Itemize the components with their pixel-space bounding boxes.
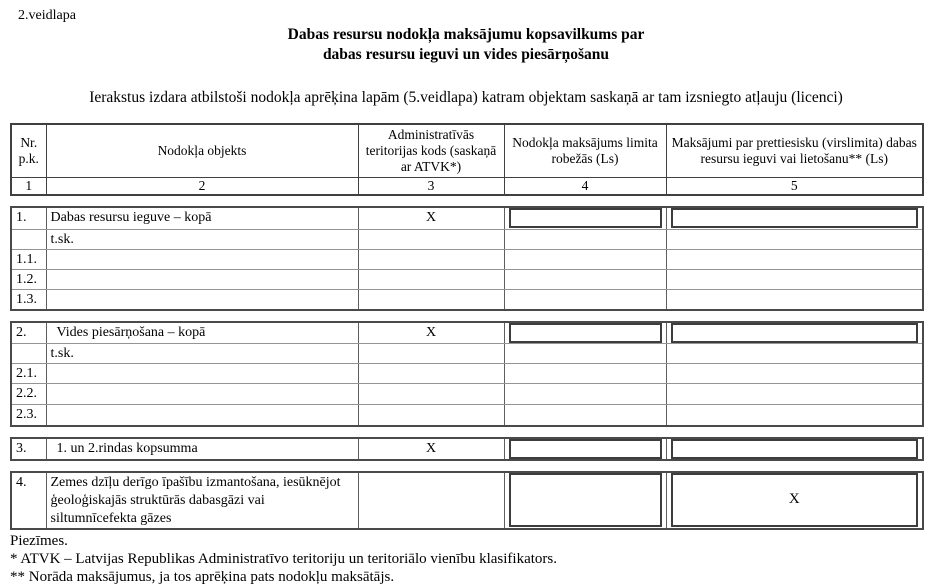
limit-amount-box[interactable] [509, 208, 662, 228]
form-number-label: 2.veidlapa [18, 8, 76, 23]
notes-block [10, 533, 922, 586]
limit-amount-box[interactable] [509, 439, 662, 459]
section-2-table [10, 321, 924, 427]
cell-num [11, 344, 46, 364]
cell-limit [504, 438, 666, 460]
cell-overlimit[interactable] [666, 344, 923, 364]
cell-object: t.sk. [46, 229, 358, 249]
cell-limit[interactable] [504, 229, 666, 249]
table-row [11, 249, 923, 269]
cell-overlimit[interactable] [666, 229, 923, 249]
table-row [11, 207, 923, 229]
table-row [11, 438, 923, 460]
header-cell-object: Nodokļa objekts [46, 124, 358, 178]
cell-object: Dabas resursu ieguve – kopā [46, 207, 358, 229]
table-row [11, 269, 923, 289]
notes-heading: Piezīmes. [10, 532, 68, 549]
colnum-3: 3 [358, 178, 504, 196]
cell-num: 1.1. [11, 249, 46, 269]
cell-atvk[interactable] [358, 269, 504, 289]
table-row [11, 384, 923, 405]
cell-limit [504, 322, 666, 344]
cell-overlimit[interactable] [666, 405, 923, 426]
cell-limit[interactable] [504, 269, 666, 289]
header-cell-limit: Nodokļa maksājums limita robežās (Ls) [504, 124, 666, 178]
cell-overlimit [666, 322, 923, 344]
cell-num: 1.3. [11, 289, 46, 310]
page-title-line1: Dabas resursu nodokļa maksājumu kopsavilkums par [287, 26, 645, 43]
cell-num: 1.2. [11, 269, 46, 289]
overlimit-amount-box[interactable] [671, 208, 919, 228]
cell-atvk [358, 229, 504, 249]
table-row [11, 229, 923, 249]
cell-atvk[interactable] [358, 289, 504, 310]
cell-limit [504, 472, 666, 529]
table-row [11, 344, 923, 364]
cell-num: 4. [11, 472, 46, 529]
overlimit-amount-box[interactable] [671, 323, 919, 343]
cell-object[interactable] [46, 364, 358, 384]
cell-object: t.sk. [46, 344, 358, 364]
cell-num: 2.2. [11, 384, 46, 405]
header-row [11, 124, 923, 178]
cell-overlimit[interactable] [666, 364, 923, 384]
column-number-row [11, 178, 923, 196]
cell-object[interactable] [46, 384, 358, 405]
cell-limit[interactable] [504, 249, 666, 269]
colnum-1: 1 [11, 178, 46, 196]
cell-atvk [358, 472, 504, 529]
cell-atvk[interactable] [358, 364, 504, 384]
cell-num: 3. [11, 438, 46, 460]
cell-overlimit[interactable] [666, 269, 923, 289]
instruction-text: Ierakstus izdara atbilstoši nodokļa aprēķina lapām (5.veidlapa) katram objektam saskaņā ar tam izsniegto atļauju (licenci) [89, 89, 843, 106]
colnum-4: 4 [504, 178, 666, 196]
cell-limit[interactable] [504, 405, 666, 426]
cell-limit[interactable] [504, 364, 666, 384]
table-row [11, 405, 923, 426]
limit-amount-box[interactable] [509, 323, 662, 343]
page-title [10, 25, 922, 65]
cell-object: Zemes dzīļu derīgo īpašību izmantošana, iesūknējot ģeoloģiskajās struktūrās dabasgāzi vai siltumnīcefekta gāzes [46, 472, 358, 529]
cell-object[interactable] [46, 249, 358, 269]
table-row [11, 289, 923, 310]
cell-num: 2.3. [11, 405, 46, 426]
table-row [11, 322, 923, 344]
cell-atvk[interactable] [358, 249, 504, 269]
cell-overlimit [666, 207, 923, 229]
page-title-line2: dabas resursu ieguvi un vides piesārņošanu [322, 46, 610, 63]
header-cell-nr: Nr. p.k. [11, 124, 46, 178]
cell-atvk: X [358, 322, 504, 344]
cell-overlimit [666, 438, 923, 460]
cell-overlimit[interactable] [666, 289, 923, 310]
cell-atvk: X [358, 207, 504, 229]
footnote-atvk: * ATVK – Latvijas Republikas Administratīvo teritoriju un teritoriālo vienību klasifikators. [10, 550, 558, 567]
cell-object[interactable] [46, 405, 358, 426]
cell-atvk: X [358, 438, 504, 460]
cell-limit[interactable] [504, 289, 666, 310]
header-cell-atvk: Administratīvās teritorijas kods (saskaņā ar ATVK*) [358, 124, 504, 178]
cell-num [11, 229, 46, 249]
cell-limit[interactable] [504, 344, 666, 364]
cell-num: 2.1. [11, 364, 46, 384]
cell-limit [504, 207, 666, 229]
cell-overlimit[interactable] [666, 249, 923, 269]
cell-atvk [358, 344, 504, 364]
limit-amount-box[interactable] [509, 473, 662, 527]
section-4-table [10, 471, 924, 530]
colnum-2: 2 [46, 178, 358, 196]
cell-overlimit [666, 472, 923, 529]
table-header [10, 123, 924, 196]
overlimit-amount-box[interactable] [671, 439, 919, 459]
cell-object: 1. un 2.rindas kopsumma [46, 438, 358, 460]
section-3-table [10, 437, 924, 461]
footnote-payments: ** Norāda maksājumus, ja tos aprēķina pats nodokļu maksātājs. [10, 568, 395, 585]
cell-object[interactable] [46, 289, 358, 310]
cell-num: 2. [11, 322, 46, 344]
header-cell-overlimit: Maksājumi par prettiesisku (virslimita) dabas resursu ieguvi vai lietošanu** (Ls) [666, 124, 923, 178]
overlimit-amount-box[interactable]: X [671, 473, 919, 527]
cell-atvk[interactable] [358, 384, 504, 405]
cell-atvk[interactable] [358, 405, 504, 426]
section-1-table [10, 206, 924, 311]
colnum-5: 5 [666, 178, 923, 196]
cell-object[interactable] [46, 269, 358, 289]
cell-object: Vides piesārņošana – kopā [46, 322, 358, 344]
table-row [11, 364, 923, 384]
cell-num: 1. [11, 207, 46, 229]
cell-limit[interactable] [504, 384, 666, 405]
table-row [11, 472, 923, 529]
cell-overlimit[interactable] [666, 384, 923, 405]
